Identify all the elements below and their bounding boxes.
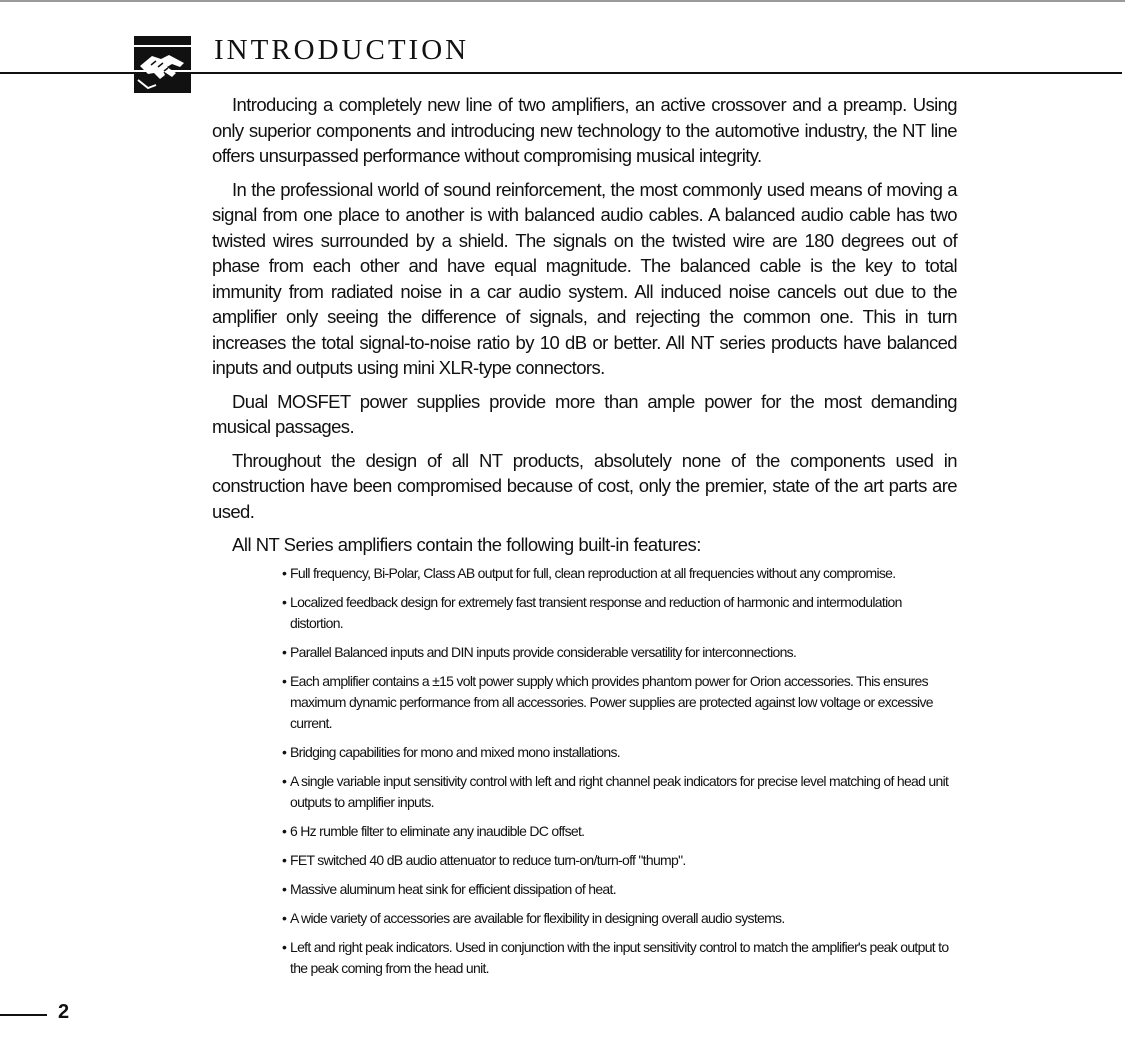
- balanced-cables-paragraph: In the professional world of sound reinforcement, the most commonly used means of moving a signal from one place to another is with balanced audio cables. A balanced audio cable has two twisted wires surrounded by a shield. The signals on the twisted wire are 180 degrees out of phase from each other and have equal magnitude. The balanced cable is the key to total immunity from radiated noise in a car audio system. All induced noise cancels out due to the amplifier only seeing the difference of signals, and rejecting the common one. This in turn increases the total signal-to-noise ratio by 10 dB or better. All NT series products have balanced inputs and outputs using mini XLR-type connectors.: [212, 178, 957, 378]
- page-number: 2: [58, 1001, 70, 1023]
- intro-paragraph: Introducing a completely new line of two amplifiers, an active crossover and a preamp. Using only superior components and introducing new technology to the automotive industry, the NT line offers unsurpassed performance without compromising musical integrity.: [212, 94, 957, 166]
- bullet-icon: •: [282, 594, 287, 610]
- features-lead: All NT Series amplifiers contain the following built-in features:: [232, 534, 701, 555]
- feature-text: Each amplifier contains a ±15 volt power supply which provides phantom power for Orion accessories. This ensures maximum dynamic performance from all accessories. Power supplies are protected against low voltage or excessive current.: [290, 673, 933, 731]
- feature-text: Bridging capabilities for mono and mixed mono installations.: [290, 744, 620, 760]
- bullet-icon: •: [282, 881, 287, 897]
- list-item: [282, 908, 957, 929]
- feature-text: FET switched 40 dB audio attenuator to reduce turn-on/turn-off "thump".: [290, 852, 686, 868]
- feature-text: A wide variety of accessories are available for flexibility in designing overall audio systems.: [290, 910, 785, 926]
- bullet-icon: •: [282, 773, 287, 789]
- feature-text: Full frequency, Bi-Polar, Class AB output for full, clean reproduction at all frequencies without any compromise.: [290, 565, 896, 581]
- mosfet-paragraph: Dual MOSFET power supplies provide more than ample power for the most demanding musical passages.: [212, 390, 957, 437]
- feature-text: 6 Hz rumble filter to eliminate any inaudible DC offset.: [290, 823, 585, 839]
- handshake-icon: [134, 36, 191, 93]
- list-item: [282, 742, 957, 763]
- list-item: [282, 850, 957, 871]
- bullet-icon: •: [282, 565, 287, 581]
- list-item: [282, 771, 957, 813]
- bullet-icon: •: [282, 910, 287, 926]
- feature-text: Massive aluminum heat sink for efficient dissipation of heat.: [290, 881, 616, 897]
- list-item: [282, 563, 957, 584]
- top-border: [0, 0, 1125, 2]
- list-item: [282, 671, 957, 734]
- feature-text: Parallel Balanced inputs and DIN inputs provide considerable versatility for interconnections.: [290, 644, 797, 660]
- footer-rule: [0, 1014, 47, 1016]
- list-item: [282, 642, 957, 663]
- bullet-icon: •: [282, 939, 287, 955]
- bullet-icon: •: [282, 823, 287, 839]
- feature-list: [212, 563, 957, 979]
- components-paragraph: Throughout the design of all NT products, absolutely none of the components used in construction have been compromised because of cost, only the premier, state of the art parts are used.: [212, 449, 957, 522]
- section-title: INTRODUCTION: [214, 34, 470, 66]
- body-text: [212, 92, 957, 987]
- list-item: [282, 592, 957, 634]
- bullet-icon: •: [282, 673, 287, 689]
- bullet-icon: •: [282, 852, 287, 868]
- bullet-icon: •: [282, 744, 287, 760]
- feature-text: Localized feedback design for extremely fast transient response and reduction of harmonic and intermodulation distortion.: [290, 594, 902, 631]
- feature-text: A single variable input sensitivity control with left and right channel peak indicators for precise level matching of head unit outputs to amplifier inputs.: [290, 773, 949, 810]
- list-item: [282, 821, 957, 842]
- list-item: [282, 937, 957, 979]
- list-item: [282, 879, 957, 900]
- bullet-icon: •: [282, 644, 287, 660]
- feature-text: Left and right peak indicators. Used in conjunction with the input sensitivity control to match the amplifier's peak output to the peak coming from the head unit.: [290, 939, 949, 976]
